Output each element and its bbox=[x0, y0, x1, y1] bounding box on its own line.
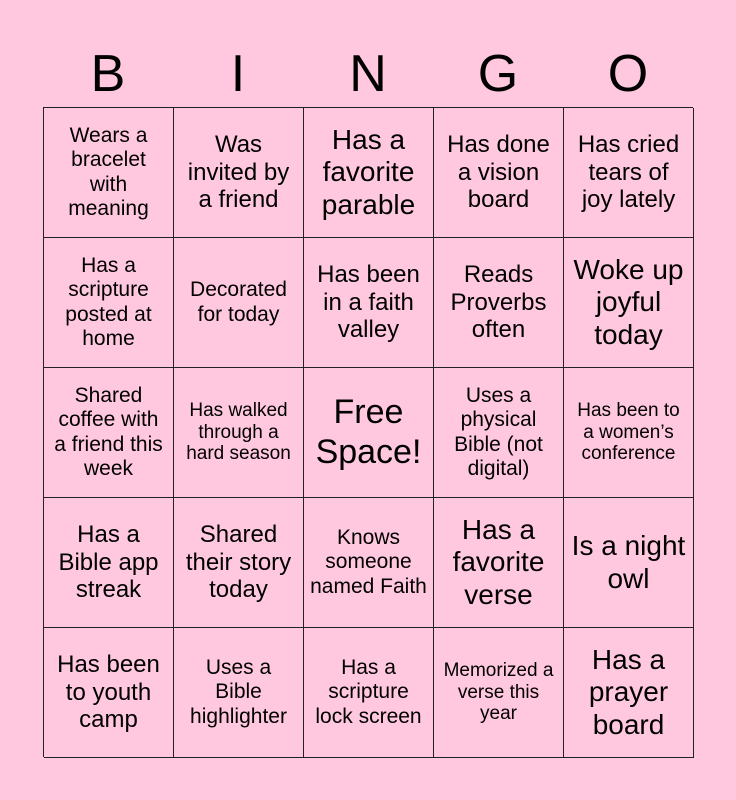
bingo-cell[interactable] bbox=[304, 238, 434, 368]
bingo-cell[interactable] bbox=[174, 238, 304, 368]
bingo-cell-text: Uses a Bible highlighter bbox=[190, 656, 287, 728]
bingo-cell-text: Is a night owl bbox=[571, 530, 686, 594]
bingo-cell[interactable] bbox=[564, 628, 694, 758]
bingo-cell[interactable] bbox=[44, 108, 174, 238]
bingo-cell[interactable] bbox=[174, 108, 304, 238]
bingo-cell[interactable] bbox=[564, 368, 694, 498]
bingo-cell[interactable] bbox=[304, 628, 434, 758]
bingo-cell[interactable] bbox=[304, 108, 434, 238]
bingo-cell[interactable] bbox=[564, 108, 694, 238]
bingo-cell-text: Has a prayer board bbox=[588, 644, 669, 740]
bingo-cell-text: Has a scripture lock screen bbox=[315, 656, 422, 728]
bingo-cell-text: Decorated for today bbox=[190, 278, 287, 326]
bingo-cell-text: Has a favorite parable bbox=[321, 124, 416, 220]
bingo-cell-text: Was invited by a friend bbox=[187, 131, 290, 214]
bingo-cell-text: Has cried tears of joy lately bbox=[577, 131, 680, 214]
bingo-cell-text: Has been in a faith valley bbox=[317, 261, 420, 344]
bingo-cell-text: Wears a bracelet with meaning bbox=[68, 124, 149, 220]
bingo-cell[interactable] bbox=[44, 368, 174, 498]
header-letter-g: G bbox=[477, 45, 519, 103]
bingo-cell[interactable] bbox=[434, 108, 564, 238]
bingo-cell[interactable] bbox=[564, 498, 694, 628]
bingo-header bbox=[43, 40, 693, 108]
header-letter-o: O bbox=[607, 45, 649, 103]
bingo-cell-text: Shared coffee with a friend this week bbox=[54, 384, 163, 480]
bingo-grid bbox=[43, 107, 693, 757]
bingo-cell[interactable] bbox=[434, 628, 564, 758]
free-space-cell[interactable] bbox=[304, 368, 434, 498]
bingo-cell-text: Has done a vision board bbox=[447, 131, 550, 214]
header-letter-b: B bbox=[90, 45, 126, 103]
free-space-text: Free Space! bbox=[315, 393, 422, 471]
bingo-cell-text: Shared their story today bbox=[185, 521, 292, 604]
bingo-cell-text: Has walked through a hard season bbox=[186, 399, 291, 465]
bingo-cell[interactable] bbox=[174, 368, 304, 498]
bingo-cell[interactable] bbox=[434, 498, 564, 628]
bingo-cell-text: Has been to a women’s conference bbox=[577, 399, 680, 465]
bingo-cell-text: Has been to youth camp bbox=[57, 651, 160, 734]
bingo-cell-text: Woke up joyful today bbox=[573, 254, 684, 350]
bingo-cell[interactable] bbox=[564, 238, 694, 368]
bingo-cell[interactable] bbox=[44, 238, 174, 368]
bingo-cell-text: Memorized a verse this year bbox=[443, 659, 554, 725]
bingo-cell-text: Knows someone named Faith bbox=[310, 526, 427, 598]
bingo-cell[interactable] bbox=[174, 628, 304, 758]
bingo-cell-text: Uses a physical Bible (not digital) bbox=[454, 384, 543, 480]
bingo-cell-text: Has a scripture posted at home bbox=[65, 254, 152, 350]
bingo-cell-text: Has a Bible app streak bbox=[58, 521, 159, 604]
bingo-cell-text: Reads Proverbs often bbox=[450, 261, 547, 344]
bingo-cell[interactable] bbox=[434, 238, 564, 368]
header-letter-n: N bbox=[349, 45, 387, 103]
bingo-cell[interactable] bbox=[434, 368, 564, 498]
bingo-cell-text: Has a favorite verse bbox=[452, 514, 545, 610]
bingo-cell[interactable] bbox=[44, 628, 174, 758]
header-letter-i: I bbox=[230, 45, 246, 103]
bingo-cell[interactable] bbox=[44, 498, 174, 628]
bingo-cell[interactable] bbox=[304, 498, 434, 628]
bingo-cell[interactable] bbox=[174, 498, 304, 628]
